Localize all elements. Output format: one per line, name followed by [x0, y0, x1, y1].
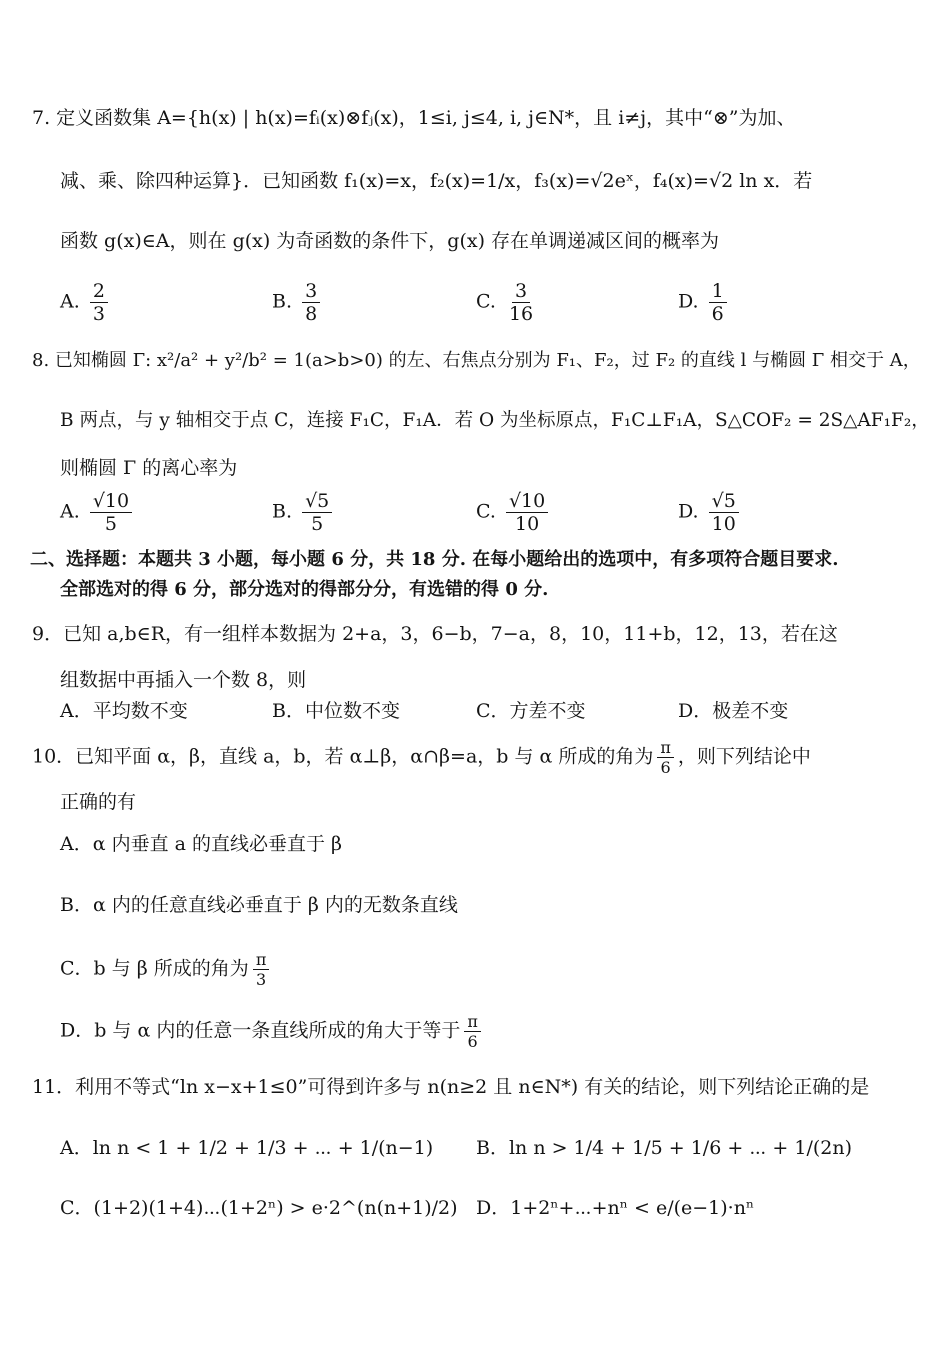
q10-angle-fraction: $\frac{\pi}{6}$: [657, 738, 674, 777]
section-two-heading: 二、选择题：本题共 3 小题，每小题 6 分，共 18 分. 在每小题给出的选项中，有多项符合题目要求.: [30, 549, 839, 570]
section-two-rules: 全部选对的得 6 分，部分选对的得部分分，有选错的得 0 分.: [60, 579, 549, 600]
q7-option-d: D. $\frac{1}{6}$: [678, 280, 731, 325]
q9-option-a: A．平均数不变: [60, 700, 188, 722]
q9-line2: 组数据中再插入一个数 8，则: [60, 669, 307, 691]
q7-line1: 7. 定义函数集 A={h(x) | h(x)=fᵢ(x)⊗fⱼ(x)，1≤i, j≤4, i, j∈N*，且 i≠j，其中“⊗”为加、: [32, 107, 796, 129]
q8-line2: B 两点，与 y 轴相交于点 C，连接 F₁C，F₁A．若 O 为坐标原点，F₁C⊥F₁A，S△COF₂ = 2S△AF₁F₂，: [60, 410, 930, 431]
q7-option-c: C. $\frac{3}{16}$: [476, 280, 534, 325]
q10-option-a: A．α 内垂直 a 的直线必垂直于 β: [60, 833, 343, 855]
q7-option-a: A. $\frac{2}{3}$: [60, 280, 112, 325]
q9-option-d: D．极差不变: [678, 700, 789, 722]
q9-line1: 9．已知 a,b∈R，有一组样本数据为 2+a，3，6−b，7−a，8，10，11+b，12，13，若在这: [32, 623, 838, 645]
q11-option-a: A．ln n < 1 + 1/2 + 1/3 + ⋯ + 1/(n−1): [60, 1137, 434, 1159]
q9-option-c: C．方差不变: [476, 700, 586, 722]
q11-option-d: D．1+2ⁿ+⋯+nⁿ < e/(e−1)·nⁿ: [476, 1197, 755, 1219]
q7-option-b: B. $\frac{3}{8}$: [272, 280, 324, 325]
q8-line1: 8. 已知椭圆 Γ: x²/a² + y²/b² = 1(a>b>0) 的左、右焦点分别为 F₁、F₂，过 F₂ 的直线 l 与椭圆 Γ 相交于 A，: [32, 350, 921, 371]
q10-line2: 正确的有: [60, 791, 137, 813]
q8-option-c: C. $\frac{√10}{10}$: [476, 490, 552, 535]
q7-line2: 减、乘、除四种运算}．已知函数 f₁(x)=x，f₂(x)=1/x，f₃(x)=√2eˣ，f₄(x)=√2 ln x．若: [60, 170, 813, 192]
q7-line3: 函数 g(x)∈A，则在 g(x) 为奇函数的条件下，g(x) 存在单调递减区间的概率为: [60, 230, 720, 252]
q11-option-b: B．ln n > 1/4 + 1/5 + 1/6 + ⋯ + 1/(2n): [476, 1137, 853, 1159]
q8-option-d: D. $\frac{√5}{10}$: [678, 490, 743, 535]
q9-option-b: B．中位数不变: [272, 700, 400, 722]
q8-line3: 则椭圆 Γ 的离心率为: [60, 457, 238, 479]
q10-line1: 10．已知平面 α，β，直线 a，b，若 α⊥β，α∩β=a，b 与 α 所成的角为 $\frac{\pi}{6}$ ，则下列结论中: [32, 738, 811, 777]
q10-option-d: D．b 与 α 内的任意一条直线所成的角大于等于 $\frac{\pi}{6}$: [60, 1012, 485, 1051]
q10-option-b: B．α 内的任意直线必垂直于 β 内的无数条直线: [60, 894, 458, 916]
q11-option-c: C．(1+2)(1+4)⋯(1+2ⁿ) > e·2^(n(n+1)/2): [60, 1197, 458, 1219]
q10-option-c: C．b 与 β 所成的角为 $\frac{\pi}{3}$: [60, 950, 273, 989]
q8-option-a: A. $\frac{√10}{5}$: [60, 490, 136, 535]
q11-line1: 11．利用不等式“ln x−x+1≤0”可得到许多与 n(n≥2 且 n∈N*) 有关的结论，则下列结论正确的是: [32, 1076, 870, 1098]
q8-option-b: B. $\frac{√5}{5}$: [272, 490, 336, 535]
